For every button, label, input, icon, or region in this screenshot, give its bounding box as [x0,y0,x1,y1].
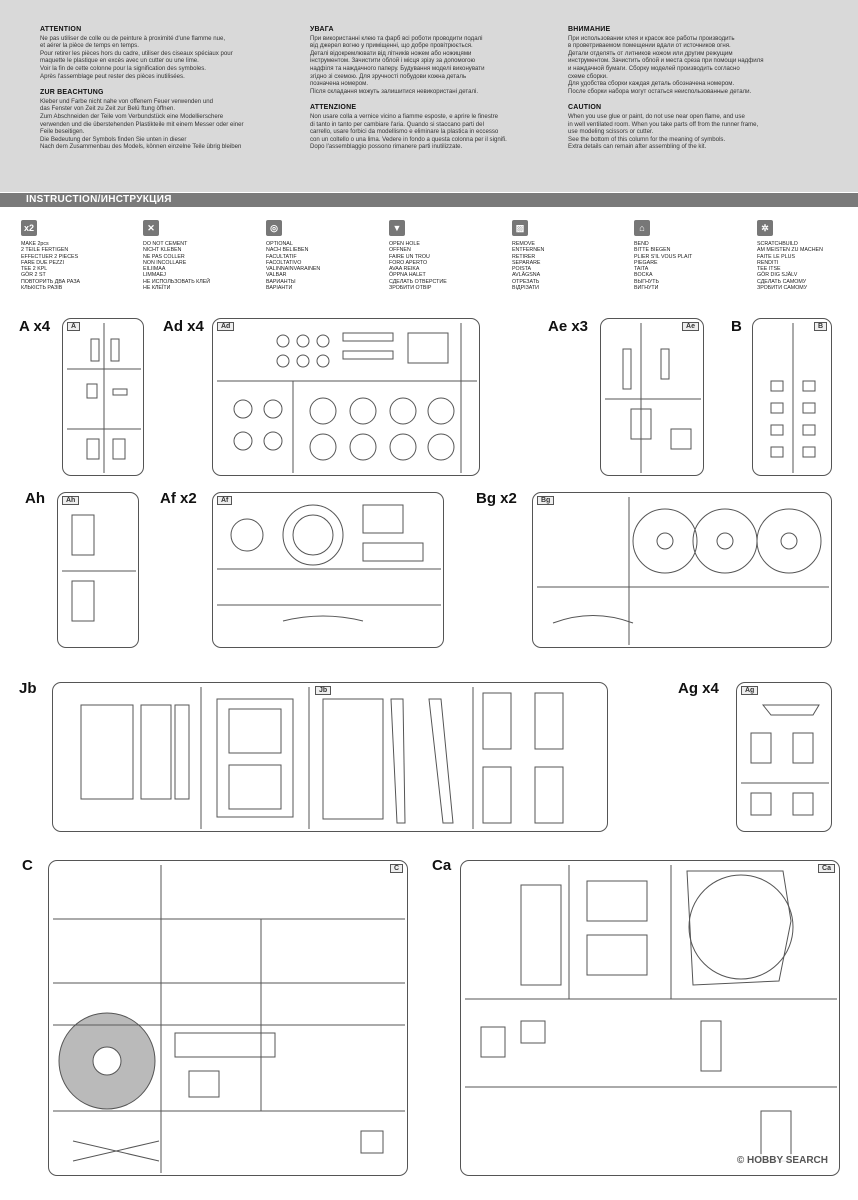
header-column-3 [568,26,818,160]
symbol-label: FARE DUE PEZZI [21,259,64,266]
header-text-line: Zum Abschneiden der Teile vom Verbundstück eine Modellierschere [40,112,224,120]
symbol-entry [512,220,622,291]
header-section-title: ВНИМАНИЕ [568,26,611,33]
header-section-title: УВАГА [310,26,334,33]
sprue-tag-ad: Ad [217,322,234,331]
symbol-label: FACULTATIF [266,253,297,260]
sprue-tag-ah: Ah [62,496,79,505]
symbol-label: TEE ITSE [757,266,781,273]
header-section-title: CAUTION [568,104,602,112]
sprue-drawing-ca [461,861,840,1176]
symbol-label: GÖR 2 ST [21,272,46,279]
header-text-line: позначена номером. [310,80,369,88]
sprue-drawing-ae [601,319,704,476]
header-text-line: від джерел вогню у приміщенні, що добре провітрюється. [310,42,473,50]
sprue-label-bg: Bg x2 [476,490,517,507]
symbol-label: PIEGARE [634,259,658,266]
symbol-entry [143,220,253,291]
symbol-label: BITTE BIEGEN [634,247,671,254]
symbol-label: EFFECTUER 2 PIECES [21,253,79,260]
symbol-label: LIMMAEJ [143,272,166,279]
symbol-label: MAKE 2pcs [21,241,49,247]
header-text-line: use modeling scissors or cutter. [568,128,654,136]
header-section-text [568,35,818,96]
sprue-drawing-jb [53,683,608,832]
symbol-label: СДЕЛАТЬ САМОМУ [757,278,807,285]
symbol-entry [21,220,131,291]
open-hole-icon: ▼ [389,220,405,236]
instructions-header [0,0,858,192]
sprue-label-jb: Jb [19,680,37,697]
header-text-line: Feile beseitigen. [40,128,85,136]
header-text-line: in well ventilated room. When you take parts off from the runner frame, [568,120,759,128]
symbol-label: POISTA [512,266,532,273]
symbol-label: ВЫГНУТЬ [634,278,659,285]
sprue-label-b: B [731,318,742,335]
symbol-label: ВІДРІЗАТИ [512,285,539,292]
sprue-tag-af: Af [217,496,232,505]
sprue-label-ah: Ah [25,490,45,507]
sprue-label-c: C [22,857,33,874]
symbol-label: REMOVE [512,241,535,247]
header-section-title: ATTENZIONE [310,104,357,112]
header-section-text [40,35,290,81]
header-column-1 [40,26,290,160]
header-text-line: При использовании клея и красок все работы производить [568,34,735,42]
header-text-line: Pour retirer les pièces hors du cadre, utiliser des ciseaux spéciaux pour [40,49,233,57]
symbol-label: ЗРОБИТИ САМОМУ [757,285,808,292]
sprue-drawing-a [63,319,144,476]
header-text-line: Nach dem Zusammenbau des Models, können einzelne Teile übrig bleiben [40,143,242,151]
symbol-label: OFFNEN [389,247,411,254]
symbol-entry [634,220,744,291]
sprue-frame-ag [736,682,832,832]
sprue-tag-c: C [390,864,403,873]
sprue-frame-b [752,318,832,476]
header-text-line: carrello, usare forbici da modellismo e eliminare la plastica in eccesso [310,128,499,136]
sprue-frame-bg [532,492,832,648]
symbol-label: OPTIONAL [266,241,293,247]
sprue-frame-jb [52,682,608,832]
sprue-drawing-b [753,319,832,476]
symbol-label: SEPARARE [512,259,541,266]
symbol-label: AVAA REIKA [389,266,420,273]
symbol-label: DO NOT CEMENT [143,241,188,247]
symbol-label: AVLÄGSNA [512,272,541,279]
symbol-label: OPEN HOLE [389,241,420,247]
header-section-text [40,98,290,151]
sprue-tag-ae: Ae [682,322,699,331]
sprue-label-ag: Ag x4 [678,680,719,697]
sprue-tag-a: A [67,322,80,331]
sprue-drawing-af [213,493,444,648]
sprue-frame-ca [460,860,840,1176]
watermark: © HOBBY SEARCH [734,1154,831,1167]
sprue-drawing-ag [737,683,832,832]
header-text-line: con un coltello o una lima. Vedere in fondo a questa colonna per il signifi. [310,135,507,143]
symbol-label: RETIRER [512,253,536,260]
symbol-entry [757,220,858,291]
sprue-drawing-ad [213,319,480,476]
sprue-frame-ah [57,492,139,648]
header-text-line: Voir la fin de cette colonne pour la signification des symboles. [40,64,206,72]
header-text-line: et aérer la pièce de temps en temps. [40,42,139,50]
header-text-line: Die Bedeutung der Symbols finden Sie unten in dieser [40,135,187,143]
symbol-label: ОТРЕЗАТЬ [512,278,540,285]
header-text-line: See the bottom of this column for the meaning of symbols. [568,135,726,143]
header-text-line: Extra details can remain after assembling of the kit. [568,143,707,151]
header-section-text [310,113,560,151]
symbol-label: ВИГНУТИ [634,285,659,292]
header-text-line: надфіля та наждачного паперу. Будування моделі виконувати [310,64,485,72]
symbol-label: EILIIMAA [143,266,166,273]
sprue-tag-ca: Ca [818,864,835,873]
symbol-label: 2 TEILE FERTIGEN [21,247,69,254]
symbol-label: КЛЬКІСТЬ РАЗІВ [21,285,63,292]
header-section-text [568,113,818,151]
sprue-drawing-ah [58,493,139,648]
header-text-line: verwenden und die überstehenden Plastikteile mit einem Messer oder einer [40,120,244,128]
header-text-line: Dopo l'assemblaggio possono rimanere parti inutilizzate. [310,143,463,151]
symbol-label: BOCKA [634,272,653,279]
symbol-label: NICHT KLEBEN [143,247,182,254]
header-text-line: Kleber und Farbe nicht nahe von offenem Feuer verwenden und [40,97,213,105]
header-text-line: Ne pas utiliser de colle ou de peinture à proximité d'une flamme nue, [40,34,226,42]
symbol-label: ENTFERNEN [512,247,545,254]
header-section-title: ZUR BEACHTUNG [40,89,104,97]
symbol-label: TAITA [634,266,649,273]
header-text-line: После сборки набора могут остаться неиспользованные детали. [568,87,752,95]
symbol-label: ВАРІАНТИ [266,285,293,292]
header-text-line: При використанні клею та фарб всі роботи проводити подалі [310,34,483,42]
symbol-label: SCRATCHBUILD [757,241,798,247]
header-text-line: и наждачной бумаги. Сборку моделей производить согласно [568,64,740,72]
sprue-label-ad: Ad x4 [163,318,204,335]
symbol-label: ÖPPNA HALET [389,272,426,279]
symbol-label: ЗРОБИТИ ОТВІР [389,285,432,292]
header-column-2 [310,26,560,160]
symbol-label: НЕ ИСПОЛЬЗОВАТЬ КЛЕЙ [143,278,211,285]
header-text-line: Деталі відокремлювати від літників ножем або ножицями [310,49,472,57]
sprue-frame-a [62,318,144,476]
sprue-tag-ag: Ag [741,686,758,695]
symbol-label: FORO APERTO [389,259,428,266]
sprue-label-af: Af x2 [160,490,197,507]
header-text-line: When you use glue or paint, do not use near open flame, and use [568,112,745,120]
sprue-frame-af [212,492,444,648]
symbol-label: GÖR DIG SJÄLV [757,272,798,279]
sprue-tag-bg: Bg [537,496,554,505]
sprue-drawing-c [49,861,408,1176]
symbol-label: NE PAS COLLER [143,253,185,260]
sprue-drawing-bg [533,493,832,648]
symbol-label: FAIRE UN TROU [389,253,430,260]
sprue-label-ca: Ca [432,857,452,874]
symbol-label: VALBAR [266,272,287,279]
symbol-label: VALINNAINVARAINEN [266,266,321,273]
header-text-line: инструментом. Зачистить облой и места среза при помощи надфиля [568,57,764,65]
header-text-line: в проветриваемом помещении вдали от источников огня. [568,42,731,50]
symbol-label: AM MEISTEN ZU MACHEN [757,247,823,254]
symbol-label: FACOLTATIVO [266,259,302,266]
symbol-label: FAITE LE PLUS [757,253,795,260]
header-section-text [310,35,560,96]
sprue-frame-ad [212,318,480,476]
header-text-line: das Fenster von Zeit zu Zeit zur Belü ftung öffnen. [40,105,176,113]
symbol-label: НЕ КЛЕЇТИ [143,285,171,292]
optional-icon: ◎ [266,220,282,236]
bend-icon: ⌂ [634,220,650,236]
header-text-line: Après l'assemblage peut rester des pièces inutilisées. [40,72,185,80]
symbol-label: BEND [634,241,649,247]
header-text-line: Для удобства сборки каждая деталь обозначена номером. [568,80,735,88]
symbol-label: NACH BELIEBEN [266,247,309,254]
sprue-tag-b: B [814,322,827,331]
symbol-label: TEE 2 KPL [21,266,48,273]
instruction-title-band [0,193,858,207]
remove-icon: ▨ [512,220,528,236]
header-text-line: згідно зі схемою. Для зручності побудови кожна деталь [310,72,467,80]
scratchbuild-icon: ✲ [757,220,773,236]
no-cement-icon: ✕ [143,220,159,236]
sprue-label-a: A x4 [19,318,51,335]
instruction-title: INSTRUCTION/ИНСТРУКЦИЯ [26,194,172,205]
sprue-label-ae: Ae x3 [548,318,589,335]
symbol-entry [389,220,499,291]
header-text-line: Детали отделять от литников ножом или другим режущим [568,49,733,57]
x2-icon: x2 [21,220,37,236]
header-text-line: схеме сборки. [568,72,608,80]
symbol-entry [266,220,376,291]
header-section-title: ATTENTION [40,26,82,33]
symbol-label: RENDITI [757,259,779,266]
symbol-label: PLIER S'IL VOUS PLAIT [634,253,693,260]
sprue-frame-c [48,860,408,1176]
sprue-tag-jb: Jb [315,686,331,695]
sprue-frame-ae [600,318,704,476]
symbol-label: СДЕЛАТЬ ОТВЕРСТИЕ [389,278,447,285]
symbol-label: NON INCOLLARE [143,259,187,266]
header-text-line: інструментом. Зачистити облой і місця зрізу за допомогою [310,57,476,65]
header-text-line: Після складання можуть залишитися невикористані деталі. [310,87,479,95]
header-text-line: di tanto in tanto per cambiare l'aria. Quando si staccano parti del [310,120,484,128]
header-text-line: maquette le plastique en excès avec un cutter ou une lime. [40,57,199,65]
symbol-label: ПОВТОРИТЬ ДВА РАЗА [21,278,81,285]
symbol-label: ВАРИАНТЫ [266,278,296,285]
header-text-line: Non usare colla a vernice vicino a fiamme esposte, e aprire le finestre [310,112,498,120]
